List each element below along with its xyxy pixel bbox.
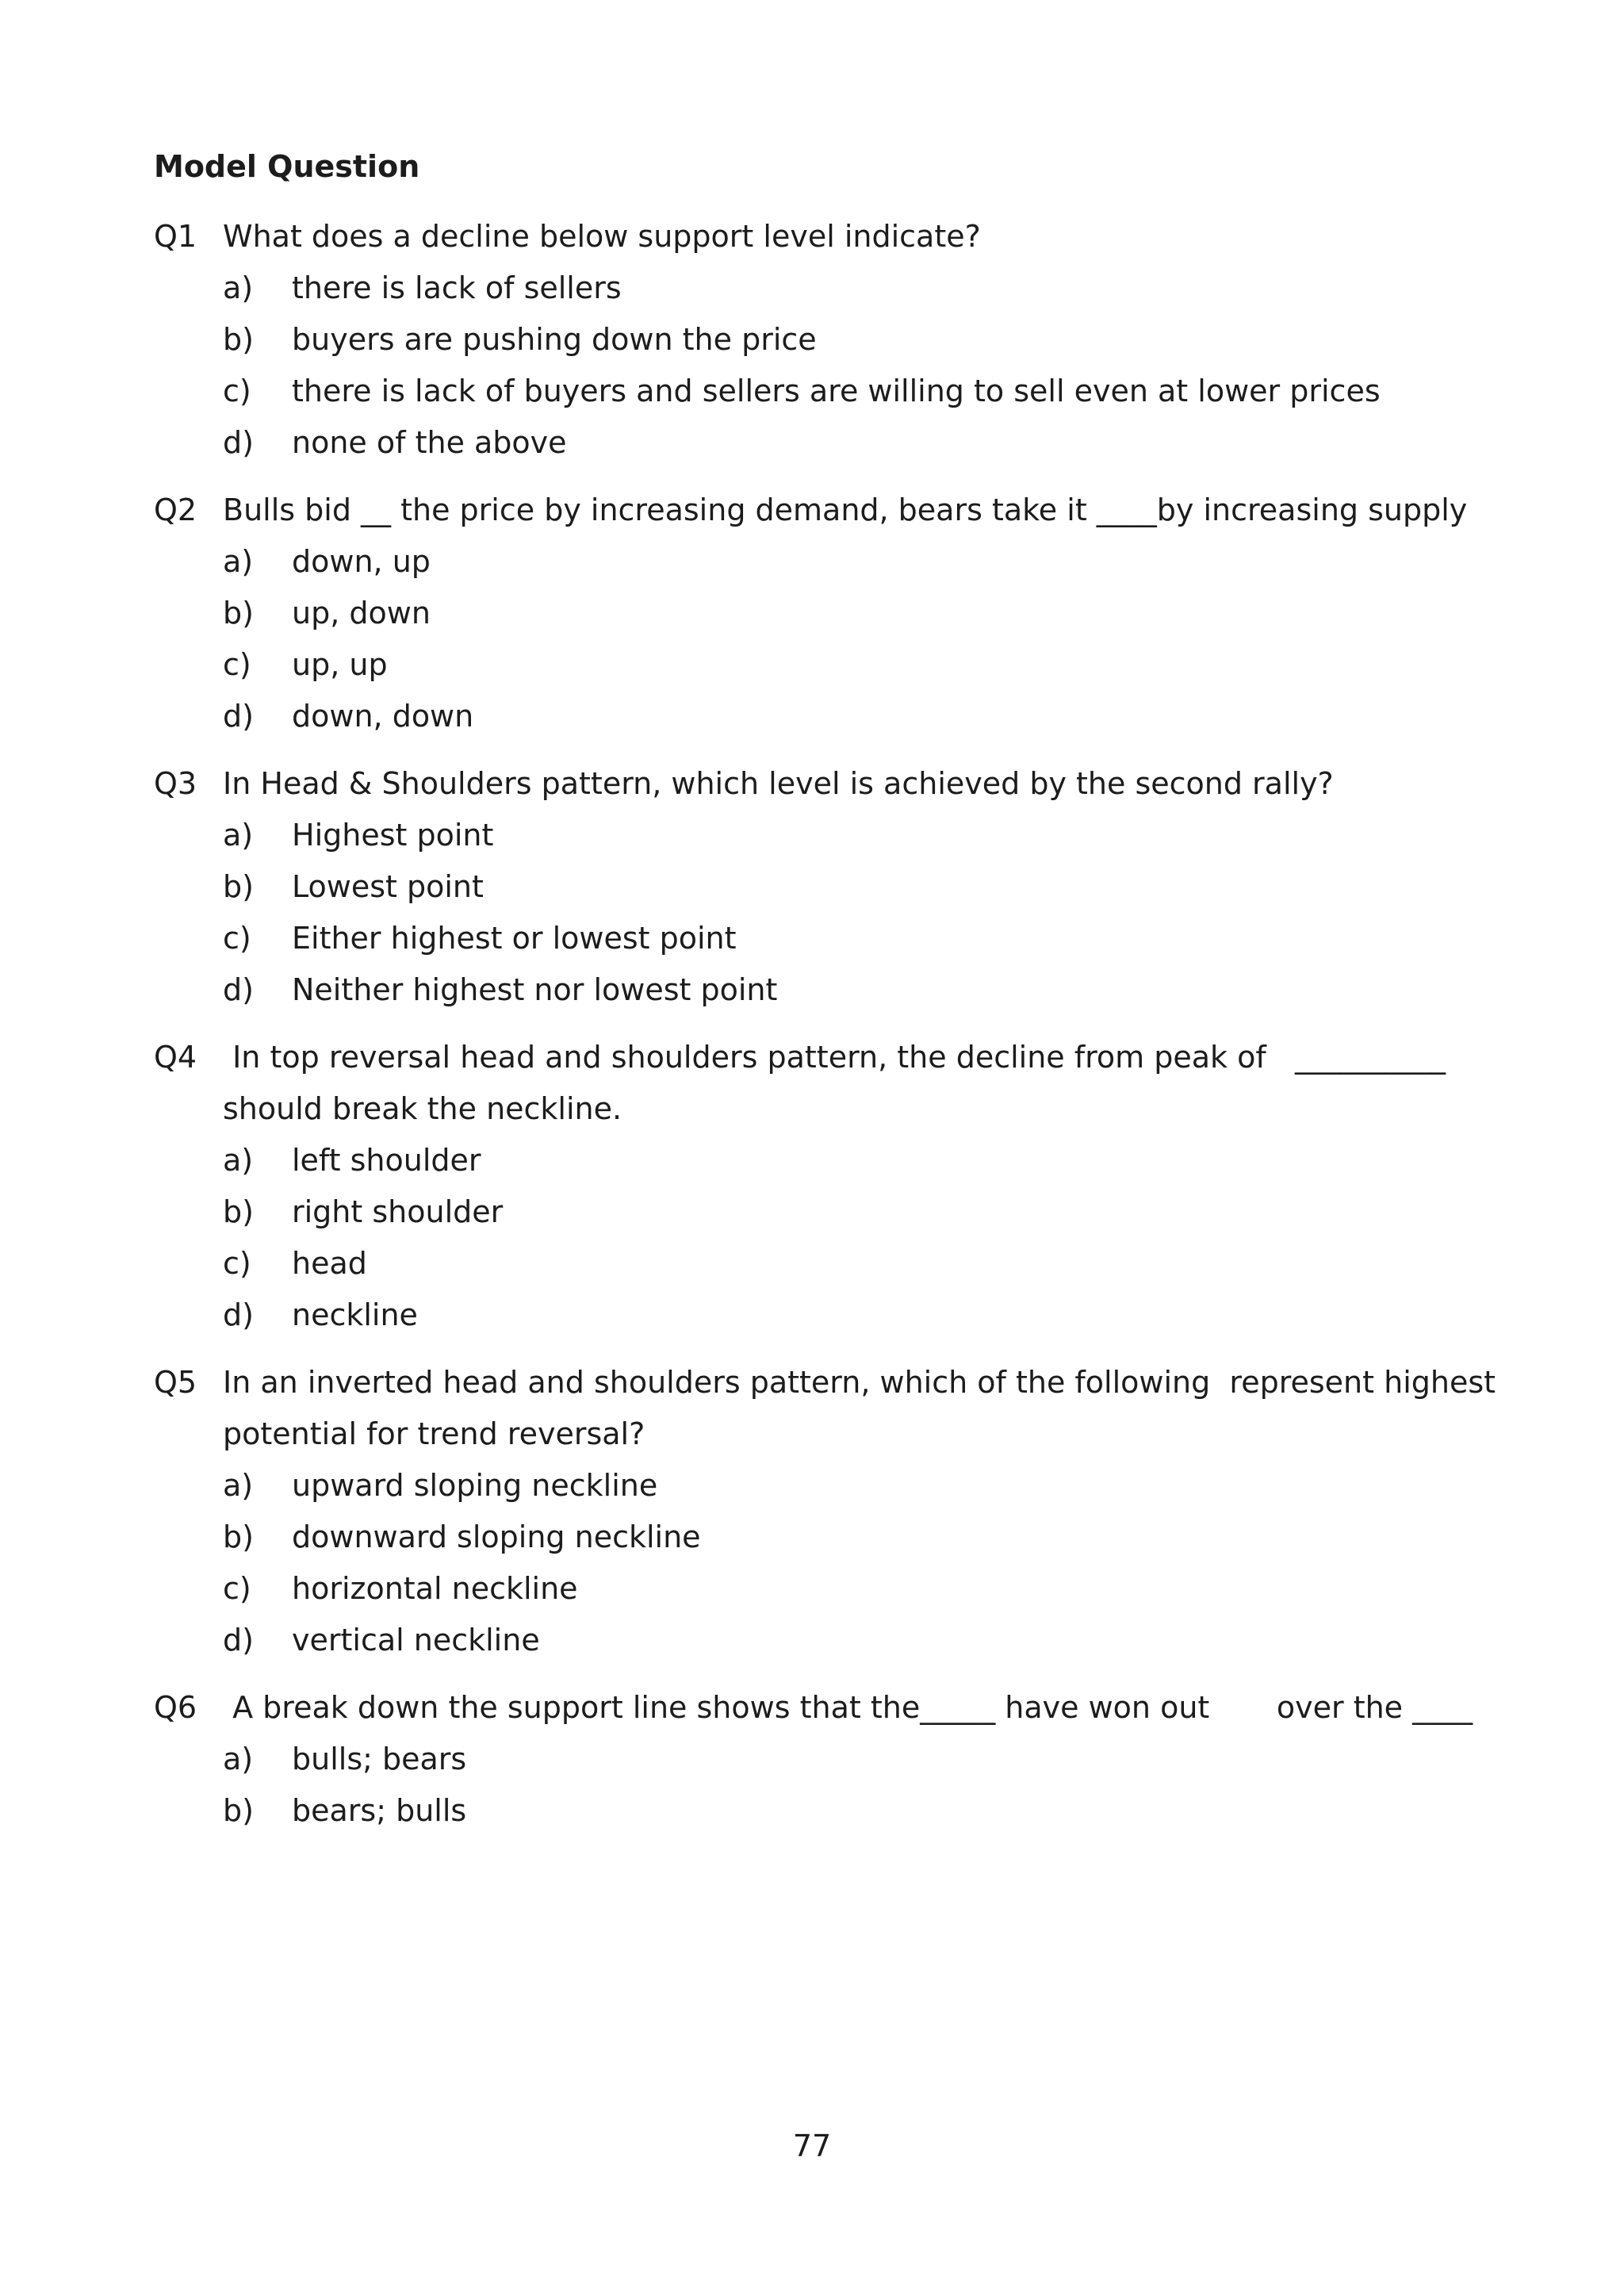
- option-text: Highest point: [292, 818, 494, 853]
- option: [154, 366, 1502, 417]
- question-text: Bulls bid __ the price by increasing demand, bears take it ____by increasing supply: [223, 492, 1468, 527]
- question-number: Q2: [154, 492, 197, 527]
- option: [154, 1238, 1502, 1290]
- question-number: Q4: [154, 1040, 197, 1075]
- option-letter: b): [223, 1519, 254, 1554]
- option-text: upward sloping neckline: [292, 1468, 658, 1503]
- question-text: In an inverted head and shoulders pattern, which of the following represent highest: [223, 1365, 1496, 1400]
- option: [154, 1135, 1502, 1186]
- question-text-continued: potential for trend reversal?: [223, 1416, 645, 1451]
- option-text: horizontal neckline: [292, 1571, 578, 1606]
- option: [154, 1290, 1502, 1341]
- option: [154, 1186, 1502, 1238]
- option: [154, 639, 1502, 691]
- option: [154, 691, 1502, 742]
- option: [154, 1460, 1502, 1512]
- option: [154, 1563, 1502, 1615]
- question-text: A break down the support line shows that the_____ have won out over the ____: [223, 1690, 1473, 1725]
- option-letter: a): [223, 818, 254, 853]
- option-text: bears; bulls: [292, 1793, 467, 1828]
- question-1: [154, 211, 1502, 469]
- option: [154, 263, 1502, 314]
- question-number: Q1: [154, 219, 197, 254]
- question-4: [154, 1032, 1502, 1341]
- option-letter: b): [223, 1793, 254, 1828]
- option-letter: a): [223, 544, 254, 579]
- question-3: [154, 758, 1502, 1016]
- option-letter: c): [223, 647, 251, 682]
- question-number: Q5: [154, 1365, 197, 1400]
- option-text: there is lack of buyers and sellers are willing to sell even at lower prices: [292, 374, 1381, 408]
- option: [154, 588, 1502, 639]
- option: [154, 861, 1502, 913]
- option-letter: b): [223, 322, 254, 357]
- option-letter: a): [223, 270, 254, 305]
- option: [154, 314, 1502, 366]
- option: [154, 913, 1502, 964]
- option: [154, 1734, 1502, 1785]
- option-text: neckline: [292, 1297, 418, 1332]
- option-text: Lowest point: [292, 869, 484, 904]
- option-letter: a): [223, 1742, 254, 1776]
- question-6: [154, 1682, 1502, 1837]
- option-text: up, up: [292, 647, 388, 682]
- option-text: down, down: [292, 699, 474, 734]
- option: [154, 964, 1502, 1016]
- option-letter: d): [223, 699, 254, 734]
- option: [154, 417, 1502, 469]
- option-letter: b): [223, 1194, 254, 1229]
- question-text: In Head & Shoulders pattern, which level is achieved by the second rally?: [223, 766, 1334, 801]
- option-letter: c): [223, 921, 251, 956]
- option: [154, 1785, 1502, 1837]
- question-text-continued: should break the neckline.: [223, 1091, 622, 1126]
- option: [154, 810, 1502, 861]
- option-letter: a): [223, 1468, 254, 1503]
- page-number: 77: [792, 2129, 832, 2163]
- option-text: down, up: [292, 544, 431, 579]
- option-letter: b): [223, 869, 254, 904]
- option: [154, 1512, 1502, 1563]
- question-number: Q3: [154, 766, 197, 801]
- question-text: What does a decline below support level indicate?: [223, 219, 981, 254]
- option-text: Neither highest nor lowest point: [292, 972, 778, 1007]
- section-heading: Model Question: [154, 149, 420, 184]
- option-text: downward sloping neckline: [292, 1519, 701, 1554]
- option-text: head: [292, 1246, 367, 1281]
- option-letter: c): [223, 1246, 251, 1281]
- option-letter: d): [223, 972, 254, 1007]
- option-letter: c): [223, 374, 251, 408]
- option-letter: d): [223, 425, 254, 460]
- option-letter: d): [223, 1297, 254, 1332]
- question-number: Q6: [154, 1690, 197, 1725]
- option-letter: d): [223, 1623, 254, 1657]
- question-text: In top reversal head and shoulders pattern, the decline from peak of __________: [223, 1040, 1446, 1075]
- option: [154, 1615, 1502, 1666]
- option-letter: a): [223, 1143, 254, 1178]
- option: [154, 536, 1502, 588]
- option-letter: c): [223, 1571, 251, 1606]
- option-text: none of the above: [292, 425, 567, 460]
- option-text: vertical neckline: [292, 1623, 540, 1657]
- option-text: right shoulder: [292, 1194, 504, 1229]
- question-5: [154, 1357, 1502, 1666]
- option-text: Either highest or lowest point: [292, 921, 737, 956]
- option-letter: b): [223, 596, 254, 630]
- option-text: there is lack of sellers: [292, 270, 622, 305]
- option-text: left shoulder: [292, 1143, 481, 1178]
- question-2: [154, 485, 1502, 742]
- option-text: up, down: [292, 596, 431, 630]
- option-text: bulls; bears: [292, 1742, 467, 1776]
- option-text: buyers are pushing down the price: [292, 322, 817, 357]
- question-list: [154, 211, 1502, 1853]
